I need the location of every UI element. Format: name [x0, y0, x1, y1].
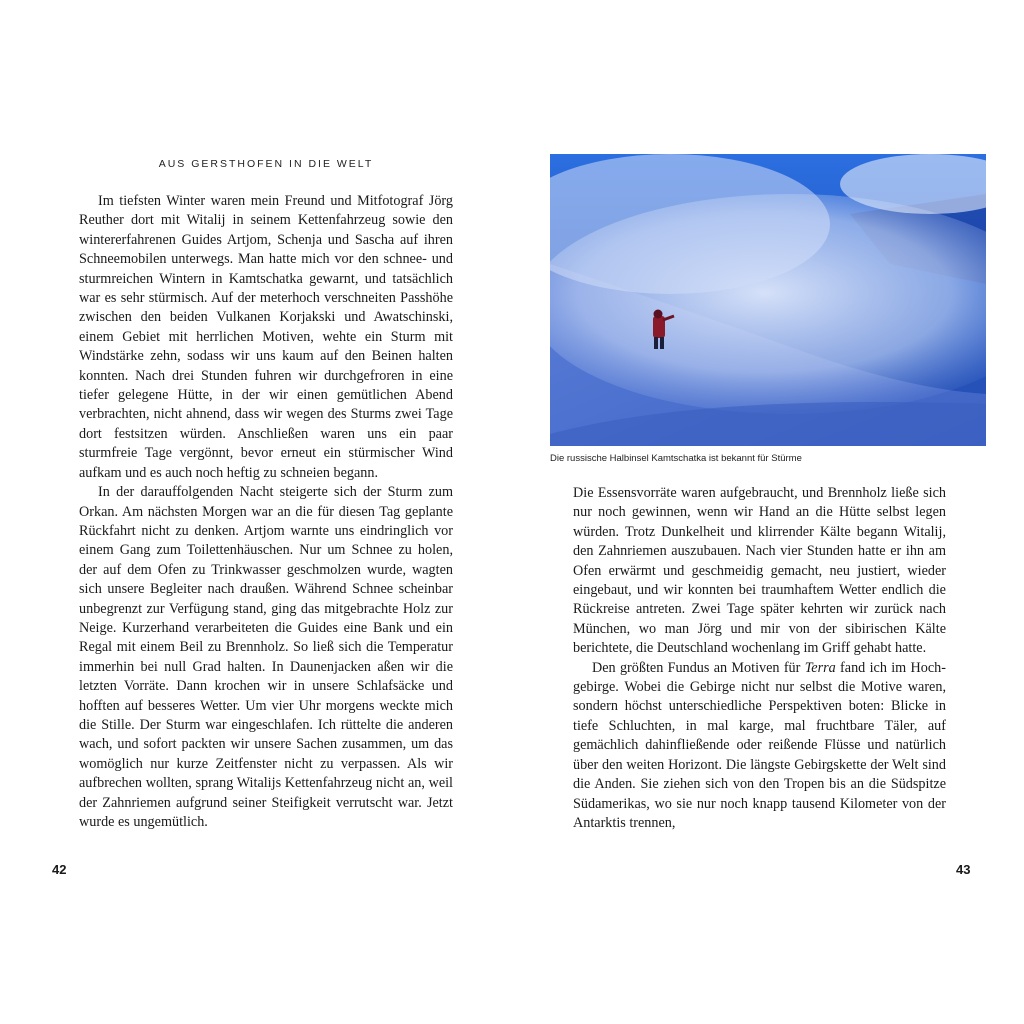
book-title-terra: Terra: [804, 659, 836, 676]
right-body-text: [573, 484, 946, 833]
paragraph: [573, 659, 946, 834]
page-number: 42: [52, 862, 67, 877]
paragraph-lead-after: fand ich im Hochgebirge.: [573, 659, 946, 696]
paragraph: Die Essensvorräte waren aufgebraucht, und Brennholz ließe sich nur noch gewinnen, wenn wir Hand an die Hütte selbst legen würden. Trotz Dunkelheit und klirrender Kälte begann Witalij, den Zahnriemen auszubauen. Nach vier Stunden hatte er ihn am Ofen erwärmt und geschmeidig gemacht, neu justiert, wieder eingebaut, und wir konnten bei traumhaftem Wetter endlich die Rückreise antreten. Zwei Tage später kehrten wir zurück nach München, wo man Jörg und mir von der sibirischen Kälte berichtete, die Deutschland wochenlang im Griff gehabt hatte.: [573, 485, 946, 657]
right-page: [512, 0, 1024, 1024]
paragraph-rest: Wobei die Gebirge nicht nur selbst die Motive waren, sondern höchst unterschiedliche Perspektiven boten: Blicke in tiefe Schluchten, in mal karge, mal fruchtbare Täler, auf gemächlich dahinfließende oder reißende Flüsse und natürlich über den weiten Horizont. Die längste Gebirgskette der Welt sind die Anden. Sie ziehen sich von den Tropen bis an die Südspitze Südamerikas, wo sie nur noch knapp tausend Kilometer von der Antarktis trennen,: [573, 679, 946, 831]
photo-caption: Die russische Halbinsel Kamtschatka ist bekannt für Stürme: [550, 453, 802, 464]
running-head: AUS GERSTHOFEN IN DIE WELT: [158, 158, 374, 170]
paragraph: In der darauffolgenden Nacht steigerte sich der Sturm zum Orkan. Am nächsten Morgen war an die für diesen Tag geplante Rückfahrt nicht zu denken. Artjom warnte uns eindringlich vor einem Gang zum Toilettenhäuschen. Nur um Schnee zu holen, der auf dem Ofen zu Trinkwasser geschmolzen wurde, wagten sich unsere Begleiter nach draußen. Während Schnee scheinbar unbegrenzt zur Verfügung stand, ging das mitgebrachte Holz zur Neige. Kurzerhand verarbeiteten die Guides eine Bank und ein Regal mit einem Beil zu Brennholz. So ließ sich die Temperatur immerhin bei null Grad halten. In Daunenjacken aßen wir die letzten Vorräte. Dann krochen wir in unsere Schlafsäcke und hofften auf besseres Wetter. Um vier Uhr morgens weckte mich die Stille. Der Sturm war eingeschlafen. Ich rüttelte die anderen wach, und sofort packten wir unsere Sachen zusammen, um das womöglich nur kurze Zeitfenster nicht zu verpassen. Als wir aufbrechen wollten, sprang Witalijs Kettenfahrzeug nicht an, weil der Zahnriemen aufgrund seiner Steifigkeit verrutscht war. Jetzt wurde es ungemütlich.: [79, 484, 453, 830]
left-body-text: [79, 192, 453, 832]
photo-image: [550, 154, 986, 446]
paragraph-lead: Den größten Fundus an Motiven für: [592, 659, 805, 676]
paragraph: Im tiefsten Winter waren mein Freund und Mitfotograf Jörg Reuther dort mit Witalij in seinem Kettenfahrzeug sowie den wintererfahrenen Guides Artjom, Schenja und Sascha auf ihren Schneemobilen unterwegs. Man hatte mich vor den schnee- und sturmreichen Wintern in Kamtschatka gewarnt, und tatsächlich war es sehr stürmisch. Auf der meterhoch verschneiten Passhöhe zwischen den beiden Vulkanen Korjakski und Awatschinski, einem Gebiet mit herrlichen Motiven, wehte ein Sturm mit Windstärke zehn, sodass wir uns kaum auf den Beinen halten konnten. Nach drei Stunden fuhren wir durchgefroren in eine tiefer gelegene Hütte, in der wir einen gemütlichen Abend verbrachten, nicht ahnend, dass wir wegen des Sturms zwei Tage dort festsitzen würden. Anschließen waren uns ein paar sturmfreie Tage vergönnt, bevor erneut ein stürmischer Wind aufkam und es auch noch heftig zu schneien begann.: [79, 193, 453, 481]
kamchatka-storm-photo: [550, 154, 986, 446]
page-number: 43: [956, 862, 971, 877]
